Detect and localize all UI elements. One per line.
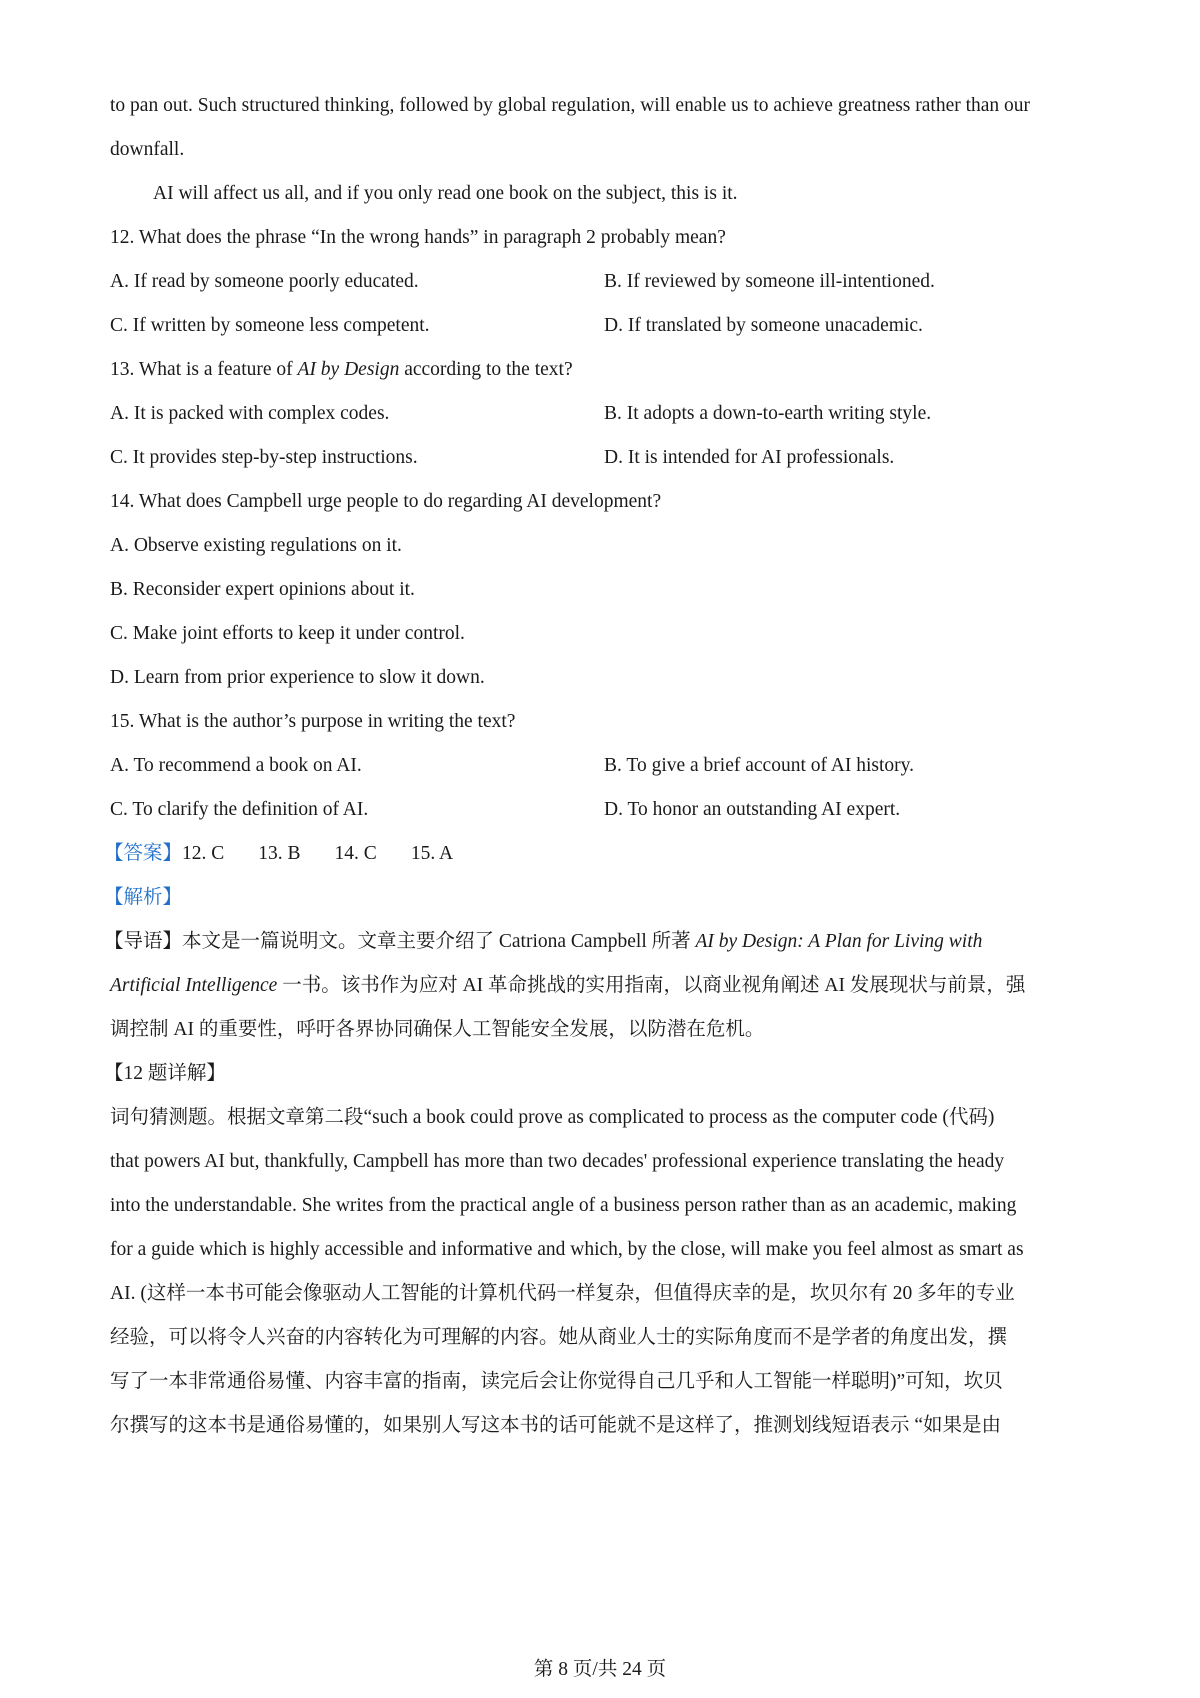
answer-13: 13. B [258,843,301,864]
answer-15: 15. A [410,843,454,864]
answer-14: 14. C [334,843,377,864]
intro-line: 调控制 AI 的重要性，呼吁各界协同确保人工智能安全发展，以防潜在危机。 [110,1019,765,1040]
q12-detail-line: 经验，可以将令人兴奋的内容转化为可理解的内容。她从商业人士的实际角度而不是学者的角度出发，撰 [110,1327,1008,1348]
answer-line [104,842,453,866]
q12-detail-line: into the understandable. She writes from the practical angle of a business person rather than as an academic, making [110,1195,1017,1216]
q12-detail-line: for a guide which is highly accessible and informative and which, by the close, will make you feel almost as smart as [110,1239,1024,1260]
question-15-option-b: B. To give a brief account of AI history. [604,755,915,776]
question-15-option-d: D. To honor an outstanding AI expert. [604,799,901,820]
q12-detail-line: 词句猜测题。根据文章第二段“such a book could prove as complicated to process as the computer code (代码) [110,1107,995,1128]
question-12-option-a: A. If read by someone poorly educated. [110,271,419,292]
question-14-option-d: D. Learn from prior experience to slow it down. [110,667,485,688]
book-title: AI by Design [297,359,400,380]
question-13-option-a: A. It is packed with complex codes. [110,403,390,424]
analysis-label: 【解析】 [104,887,183,908]
question-15-option-c: C. To clarify the definition of AI. [110,799,369,820]
q12-detail-line: 尔撰写的这本书是通俗易懂的，如果别人写这本书的话可能就不是这样了，推测划线短语表示 “如果是由 [110,1415,1002,1436]
question-13-option-b: B. It adopts a down-to-earth writing style. [604,403,932,424]
intro-line: Artificial Intelligence 一书。该书作为应对 AI 革命挑战的实用指南，以商业视角阐述 AI 发展现状与前景，强 [110,975,1026,996]
page-number: 第 8 页/共 24 页 [533,1659,667,1680]
question-14-option-a: A. Observe existing regulations on it. [110,535,402,556]
question-15-option-a: A. To recommend a book on AI. [110,755,362,776]
question-14-option-b: B. Reconsider expert opinions about it. [110,579,415,600]
question-12-option-d: D. If translated by someone unacademic. [604,315,923,336]
passage-closing-line: AI will affect us all, and if you only read one book on the subject, this is it. [153,183,738,204]
passage-line: to pan out. Such structured thinking, followed by global regulation, will enable us to achieve greatness rather than our [110,95,1031,116]
passage-line: downfall. [110,139,185,160]
question-14-option-c: C. Make joint efforts to keep it under control. [110,623,465,644]
q12-detail-line: 写了一本非常通俗易懂、内容丰富的指南，读完后会让你觉得自己几乎和人工智能一样聪明)”可知，坎贝 [110,1371,1003,1392]
question-12-stem: 12. What does the phrase “In the wrong hands” in paragraph 2 probably mean? [110,227,726,248]
answer-12: 12. C [182,843,225,864]
q12-detail-line: AI. (这样一本书可能会像驱动人工智能的计算机代码一样复杂，但值得庆幸的是，坎贝尔有 20 多年的专业 [110,1283,1015,1304]
book-title: AI by Design: A Plan for Living with [695,931,983,952]
q12-detail-line: that powers AI but, thankfully, Campbell has more than two decades' professional experience translating the heady [110,1151,1005,1172]
intro-line: 【导语】本文是一篇说明文。文章主要介绍了 Catriona Campbell 所著 AI by Design: A Plan for Living with [104,931,983,952]
q12-detail-label: 【12 题详解】 [104,1063,226,1084]
question-13-option-d: D. It is intended for AI professionals. [604,447,895,468]
book-title: Artificial Intelligence [110,975,278,996]
question-13-option-c: C. It provides step-by-step instructions. [110,447,418,468]
question-15-stem: 15. What is the author’s purpose in writing the text? [110,711,516,732]
question-13-stem: 13. What is a feature of AI by Design according to the text? [110,359,573,380]
intro-label: 【导语】 [104,931,183,952]
question-14-stem: 14. What does Campbell urge people to do regarding AI development? [110,491,662,512]
question-12-option-b: B. If reviewed by someone ill-intentioned. [604,271,935,292]
question-12-option-c: C. If written by someone less competent. [110,315,430,336]
answer-label: 【答案】 [104,843,183,864]
